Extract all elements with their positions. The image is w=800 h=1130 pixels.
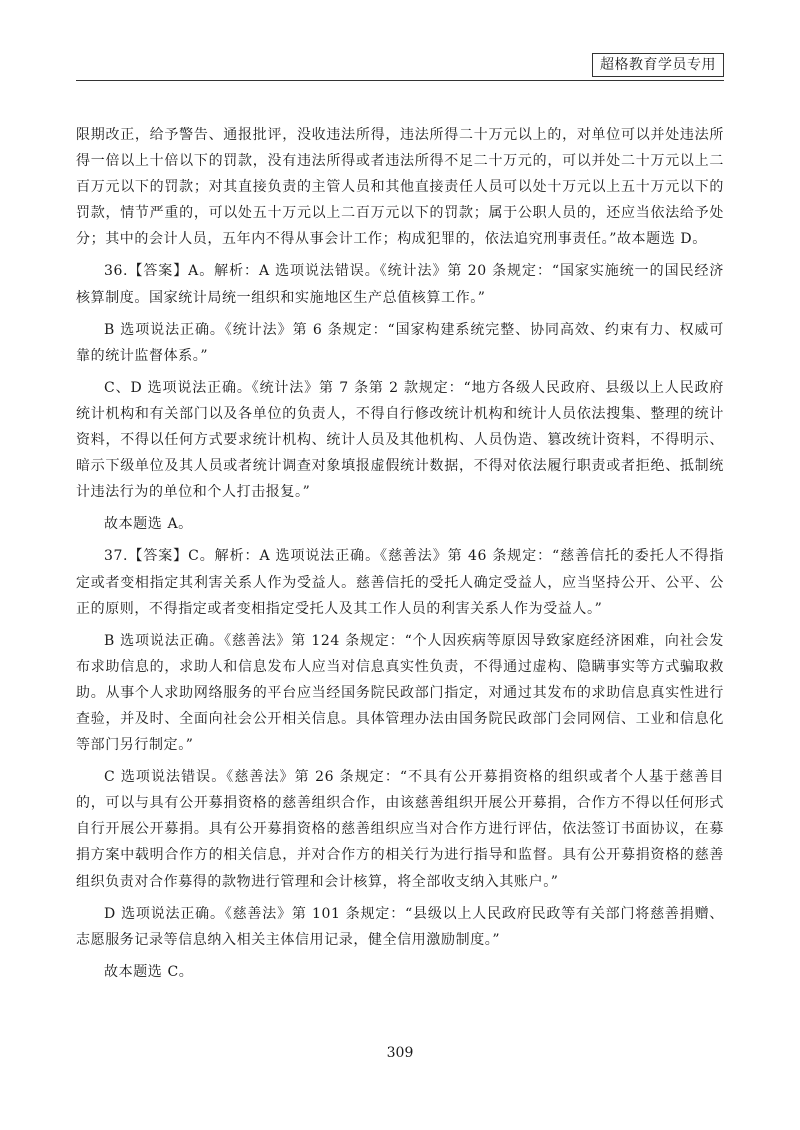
answer-37-conclusion: 故本题选 C。 bbox=[104, 963, 194, 980]
answer-36-option-cd: C、D 选项说法正确。《统计法》第 7 条第 2 款规定：“地方各级人民政府、县级以上人民政府统计机构和有关部门以及各单位的负责人，不得自行修改统计机构和统计人员依法搜集、整理的统计资料，不得以任何方式要求统计机构、统计人员及其他机构、人员伪造、篡改统计资料，不得明示、暗示下级单位及其人员或者统计调查对象填报虚假统计数据，不得对依法履行职责或者拒绝、抵制统计违法行为的单位和个人打击报复。” bbox=[76, 379, 724, 501]
answer-37-option-d: D 选项说法正确。《慈善法》第 101 条规定：“县级以上人民政府民政等有关部门将慈善捐赠、志愿服务记录等信息纳入相关主体信用记录，健全信用激励制度。” bbox=[76, 905, 724, 948]
answer-36-option-b: B 选项说法正确。《统计法》第 6 条规定：“国家构建系统完整、协同高效、约束有力、权威可靠的统计监督体系。” bbox=[76, 321, 724, 364]
document-body bbox=[76, 122, 724, 991]
answer-36-conclusion: 故本题选 A。 bbox=[104, 516, 193, 533]
answer-36: 36.【答案】A。解析：A 选项说法错误。《统计法》第 20 条规定：“国家实施统一的国民经济核算制度。国家统计局统一组织和实施地区生产总值核算工作。” bbox=[76, 263, 724, 306]
answer-37: 37.【答案】C。解析：A 选项说法正确。《慈善法》第 46 条规定：“慈善信托的委托人不得指定或者变相指定其利害关系人作为受益人。慈善信托的受托人确定受益人，应当坚持公开、公平、公正的原则，不得指定或者变相指定受托人及其工作人员的利害关系人作为受益人。” bbox=[76, 548, 724, 617]
header-divider bbox=[76, 80, 724, 81]
answer-37-option-c: C 选项说法错误。《慈善法》第 26 条规定：“不具有公开募捐资格的组织或者个人基于慈善目的，可以与具有公开募捐资格的慈善组织合作，由该慈善组织开展公开募捐，合作方不得以任何形式自行开展公开募捐。具有公开募捐资格的慈善组织应当对合作方进行评估，依法签订书面协议，在募捐方案中载明合作方的相关信息，并对合作方的相关行为进行指导和监督。具有公开募捐资格的慈善组织负责对合作募得的款物进行管理和会计核算，将全部收支纳入其账户。” bbox=[76, 769, 724, 890]
paragraph-continuation: 限期改正，给予警告、通报批评，没收违法所得，违法所得二十万元以上的，对单位可以并处违法所得一倍以上十倍以下的罚款，没有违法所得或者违法所得不足二十万元的，可以并处二十万元以上二百万元以下的罚款；对其直接负责的主管人员和其他直接责任人员可以处十万元以上五十万元以下的罚款，情节严重的，可以处五十万元以上二百万元以下的罚款；属于公职人员的，还应当依法给予处分；其中的会计人员，五年内不得从事会计工作；构成犯罪的，依法追究刑事责任。”故本题选 D。 bbox=[76, 127, 724, 248]
page-number: 309 bbox=[386, 1045, 414, 1061]
answer-37-option-b: B 选项说法正确。《慈善法》第 124 条规定：“个人因疾病等原因导致家庭经济困难，向社会发布求助信息的，求助人和信息发布人应当对信息真实性负责，不得通过虚构、隐瞒事实等方式骗取救助。从事个人求助网络服务的平台应当经国务院民政部门指定，对通过其发布的求助信息真实性进行查验，并及时、全面向社会公开相关信息。具体管理办法由国务院民政部门会同网信、工业和信息化等部门另行制定。” bbox=[76, 632, 724, 754]
header-badge: 超格教育学员专用 bbox=[592, 53, 724, 77]
